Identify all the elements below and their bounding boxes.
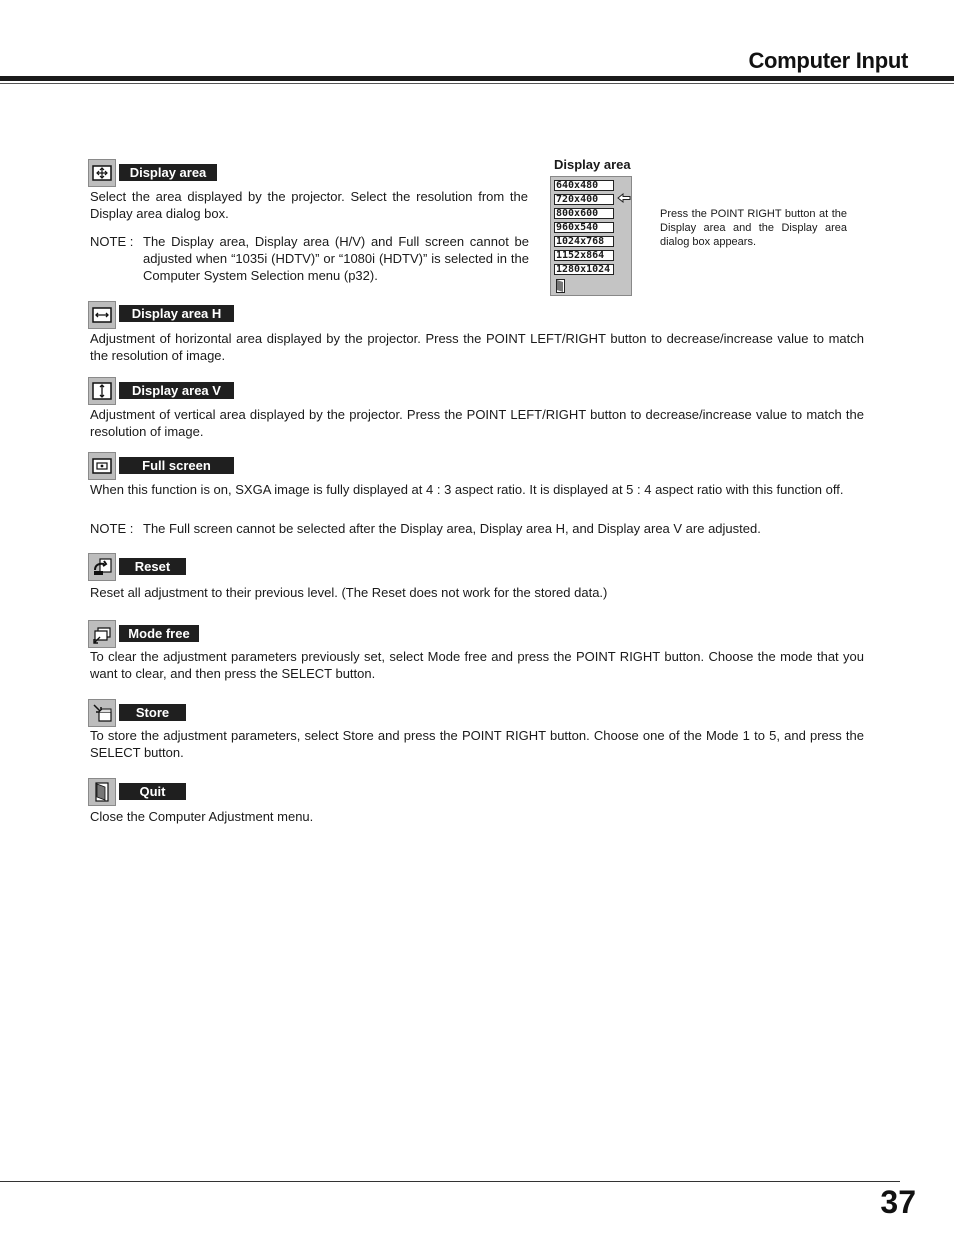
reset-icon (88, 553, 116, 581)
header-rule-thin (0, 83, 954, 84)
display-area-h-text: Adjustment of horizontal area displayed by the projector. Press the POINT LEFT/RIGHT button to decrease/increase value to match the resolution of image. (90, 331, 864, 363)
mode-free-icon (88, 620, 116, 648)
note-text: The Display area, Display area (H/V) and Full screen cannot be adjusted when “1035i (HDTV)” or “1080i (HDTV)” is selected in the Computer System Selection menu (p32). (143, 234, 529, 283)
quit-icon (88, 778, 116, 806)
reset-text: Reset all adjustment to their previous level. (The Reset does not work for the stored data.) (90, 585, 608, 600)
footer-rule (0, 1181, 900, 1182)
resolution-option[interactable]: 1024x768 (554, 236, 614, 247)
display-area-label: Display area (119, 164, 217, 181)
resolution-option[interactable]: 1152x864 (554, 250, 614, 261)
full-screen-note (90, 520, 864, 537)
note-label: NOTE : (90, 234, 134, 249)
full-screen-label: Full screen (119, 457, 234, 474)
reset-label: Reset (119, 558, 186, 575)
dialog-side-note: Press the POINT RIGHT button at the Display area and the Display area dialog box appears. (660, 208, 847, 248)
mode-free-label: Mode free (119, 625, 199, 642)
exit-door-icon[interactable] (556, 279, 565, 293)
resolution-option[interactable]: 960x540 (554, 222, 614, 233)
header-rule (0, 76, 954, 81)
page-title: Computer Input (748, 48, 908, 73)
display-area-v-label: Display area V (119, 382, 234, 399)
resolution-option[interactable]: 640x480 (554, 180, 614, 191)
resolution-option[interactable]: 720x400 (554, 194, 614, 205)
display-area-icon (88, 159, 116, 187)
note-text: The Full screen cannot be selected after the Display area, Display area H, and Display area V are adjusted. (143, 521, 761, 536)
display-area-v-text: Adjustment of vertical area displayed by the projector. Press the POINT LEFT/RIGHT button to decrease/increase value to match the resolution of image. (90, 407, 864, 439)
resolution-option[interactable]: 1280x1024 (554, 264, 614, 275)
note-label: NOTE : (90, 521, 134, 536)
page-number: 37 (880, 1184, 916, 1220)
display-area-text: Select the area displayed by the projector. Select the resolution from the Display area dialog box. (90, 189, 528, 221)
display-area-h-label: Display area H (119, 305, 234, 322)
full-screen-text: When this function is on, SXGA image is fully displayed at 4 : 3 aspect ratio. It is displayed at 5 : 4 aspect ratio with this function off. (90, 482, 844, 497)
pointer-arrow-icon (617, 193, 631, 203)
quit-label: Quit (119, 783, 186, 800)
store-icon (88, 699, 116, 727)
display-area-dialog (550, 176, 632, 296)
resolution-option[interactable]: 800x600 (554, 208, 614, 219)
store-label: Store (119, 704, 186, 721)
quit-text: Close the Computer Adjustment menu. (90, 809, 314, 824)
full-screen-icon (88, 452, 116, 480)
store-text: To store the adjustment parameters, select Store and press the POINT RIGHT button. Choose one of the Mode 1 to 5, and press the SELECT button. (90, 728, 864, 760)
display-area-note (90, 233, 528, 285)
mode-free-text: To clear the adjustment parameters previously set, select Mode free and press the POINT RIGHT button. Choose the mode that you want to clear, and then press the SELECT button. (90, 649, 864, 681)
dialog-title: Display area (554, 157, 631, 172)
display-area-h-icon (88, 301, 116, 329)
display-area-v-icon (88, 377, 116, 405)
